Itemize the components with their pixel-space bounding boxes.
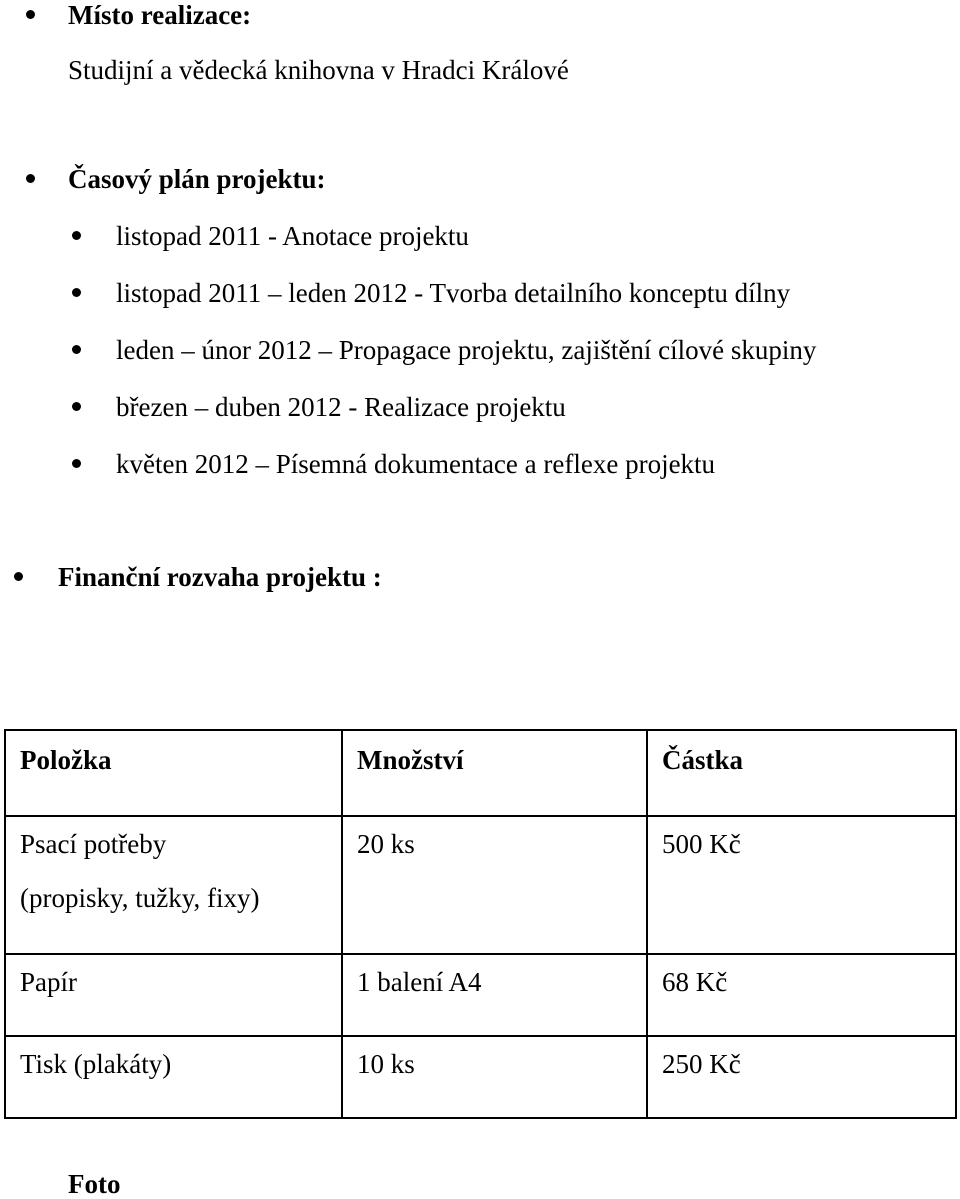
location-value: Studijní a vědecká knihovna v Hradci Králové xyxy=(68,55,569,85)
cell-quantity xyxy=(342,954,647,1036)
schedule-item: listopad 2011 - Anotace projektu xyxy=(116,221,469,251)
finance-heading: Finanční rozvaha projektu : xyxy=(58,562,382,592)
cell-item-line: Tisk (plakáty) xyxy=(20,1049,172,1079)
bullet-schedule-item xyxy=(72,402,81,411)
photo-heading: Foto xyxy=(68,1169,121,1199)
table-row xyxy=(5,954,956,1036)
finance-table xyxy=(4,729,957,1119)
cell-amount xyxy=(647,1036,956,1118)
cell-item-line: (propisky, tužky, fixy) xyxy=(20,883,260,913)
cell-item xyxy=(5,816,342,954)
column-header-item: Položka xyxy=(5,730,342,816)
schedule-item: leden – únor 2012 – Propagace projektu, zajištění cílové skupiny xyxy=(116,335,817,365)
table-row xyxy=(5,1036,956,1118)
bullet-schedule-item xyxy=(72,288,81,297)
schedule-item: listopad 2011 – leden 2012 - Tvorba detailního konceptu dílny xyxy=(116,278,791,308)
schedule-item: březen – duben 2012 - Realizace projektu xyxy=(116,392,566,422)
cell-item-line: Psací potřeby xyxy=(20,829,167,859)
cell-item xyxy=(5,1036,342,1118)
cell-quantity-text: 10 ks xyxy=(357,1049,415,1079)
cell-amount xyxy=(647,816,956,954)
cell-amount-text: 500 Kč xyxy=(662,829,741,859)
table-row xyxy=(5,816,956,954)
cell-quantity xyxy=(342,1036,647,1118)
column-header-quantity: Množství xyxy=(342,730,647,816)
bullet-location xyxy=(26,10,35,19)
cell-amount xyxy=(647,954,956,1036)
schedule-heading: Časový plán projektu: xyxy=(68,164,326,194)
location-heading: Místo realizace: xyxy=(68,0,252,30)
schedule-item: květen 2012 – Písemná dokumentace a reflexe projektu xyxy=(116,449,716,479)
cell-quantity-text: 20 ks xyxy=(357,829,415,859)
cell-amount-text: 250 Kč xyxy=(662,1049,741,1079)
cell-item-line: Papír xyxy=(20,967,77,997)
bullet-schedule-item xyxy=(72,231,81,240)
column-header-amount: Částka xyxy=(647,730,956,816)
bullet-schedule xyxy=(26,174,35,183)
cell-item xyxy=(5,954,342,1036)
bullet-schedule-item xyxy=(72,345,81,354)
table-header-row xyxy=(5,730,956,816)
cell-amount-text: 68 Kč xyxy=(662,967,728,997)
bullet-finance xyxy=(14,572,23,581)
cell-quantity xyxy=(342,816,647,954)
bullet-schedule-item xyxy=(72,459,81,468)
cell-quantity-text: 1 balení A4 xyxy=(357,967,482,997)
